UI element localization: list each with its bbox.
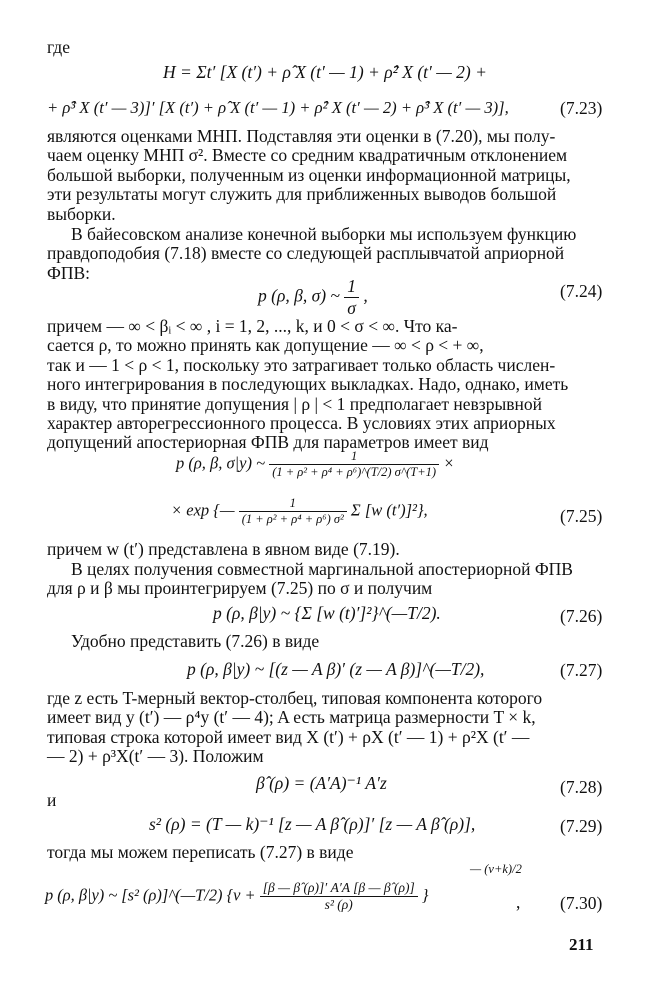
fraction-denominator: s² (ρ): [324, 897, 353, 912]
equation-number-7-26: (7.26): [560, 606, 603, 626]
equation-comma: ,: [363, 285, 368, 306]
fraction-numerator: 1: [239, 496, 347, 512]
equation-7-28: β̂ (ρ) = (A′A)⁻¹ A′z: [256, 773, 387, 793]
fraction: [344, 276, 359, 319]
equation-number-7-25: (7.25): [560, 506, 603, 526]
fraction-denominator: (1 + ρ² + ρ⁴ + ρ⁶) σ²: [241, 512, 344, 526]
paragraph-line: так и — 1 < ρ < 1, поскольку это затрагивает только область числен-: [47, 354, 556, 375]
paragraph-line: В байесовском анализе конечной выборки мы используем функцию: [71, 224, 577, 244]
equation-lhs: p (ρ, β|y) ~ [s² (ρ)]^(—T/2) {ν +: [45, 885, 256, 905]
sum-term: Σ [w (t′)]²},: [350, 500, 428, 520]
fraction: [239, 496, 347, 527]
equation-number-7-24: (7.24): [560, 281, 603, 301]
paragraph-4: причем w (t′) представлена в явном виде (7.19).: [47, 539, 400, 559]
equation-number-7-28: (7.28): [560, 777, 603, 797]
intro-word: где: [47, 37, 70, 57]
paragraph-line: ного интегрирования в последующих выкладках. Надо, однако, иметь: [47, 374, 569, 395]
paragraph-line: сается ρ, то можно принять как допущение — ∞ < ρ < + ∞,: [47, 335, 484, 356]
equation-7-27: p (ρ, β|y) ~ [(z — A β)′ (z — A β)]^(—T/2),: [187, 659, 485, 679]
fraction-denominator: σ: [347, 298, 356, 318]
equation-7-25-line-2: [171, 496, 428, 527]
paragraph-line: — 2) + ρ³X(t′ — 3). Положим: [47, 746, 264, 767]
paragraph-1: [47, 127, 603, 224]
paragraph-line: правдоподобия (7.18) вместе со следующей расплывчатой априорной: [47, 243, 565, 264]
fraction-numerator: [β — β̂ (ρ)]′ A′A [β — β̂ (ρ)]: [260, 880, 418, 897]
equation-7-23-line-2: + ρ̂³ X (t′ — 3)]′ [X (t′) + ρ̂ X (t′ — 1) + ρ̂² X (t′ — 2) + ρ̂³ X (t′ — 3)],: [47, 98, 509, 117]
equation-lhs: p (ρ, β, σ|y) ~: [176, 453, 266, 473]
equation-lhs: p (ρ, β, σ) ~: [258, 285, 340, 306]
paragraph-line: выборки.: [47, 203, 116, 224]
paragraph-2: [47, 225, 603, 283]
equation-7-25-line-1: [176, 449, 454, 480]
paragraph-line: типовая строка которой имеет вид X (t′) + ρX (t′ — 1) + ρ²X (t′ —: [47, 726, 530, 747]
paragraph-line: ФПВ:: [47, 262, 90, 283]
paragraph-line: причем — ∞ < βᵢ < ∞ , i = 1, 2, ..., k, и 0 < σ < ∞. Что ка-: [47, 316, 458, 336]
paragraph-line: большой выборки, полученным из оценки информационной матрицы,: [47, 164, 571, 185]
paragraph-line: В целях получения совместной маргинальной апостериорной ФПВ: [71, 559, 573, 579]
equation-7-24: [258, 276, 368, 319]
paragraph-3: [47, 317, 603, 453]
fraction: [260, 880, 418, 913]
paragraph-line: в виду, что принятие допущения | ρ | < 1 предполагает невзрывной: [47, 393, 542, 414]
paragraph-line: где z есть T-мерный вектор-столбец, типовая компонента которого: [47, 688, 543, 708]
paragraph-8: тогда мы можем переписать (7.27) в виде: [47, 842, 354, 862]
equation-7-29: s² (ρ) = (T — k)⁻¹ [z — A β̂ (ρ)]′ [z — A β̂ (ρ)],: [149, 814, 476, 834]
paragraph-5: [47, 560, 603, 599]
fraction: [269, 449, 439, 480]
paragraph-line: допущений апостериорная ФПВ для параметров имеет вид: [47, 432, 489, 453]
paragraph-7: [47, 689, 603, 767]
times-sign: ×: [443, 453, 455, 473]
equation-number-7-29: (7.29): [560, 816, 603, 836]
equation-number-7-27: (7.27): [560, 660, 603, 680]
equation-comma: ,: [516, 892, 521, 912]
equation-number-7-23: (7.23): [560, 98, 603, 118]
paragraph-line: чаем оценку МНП σ². Вместе со средним квадратичным отклонением: [47, 145, 568, 166]
equation-7-23-line-1: H = Σt′ [X (t′) + ρ̂ X (t′ — 1) + ρ̂² X (t′ — 2) +: [163, 62, 487, 82]
paragraph-line: являются оценками МНП. Подставляя эти оценки в (7.20), мы полу-: [47, 126, 556, 146]
equation-7-30-exponent: — (ν+k)/2: [470, 862, 522, 876]
paragraph-line: для ρ и β мы проинтегрируем (7.25) по σ и получим: [47, 578, 433, 599]
fraction-numerator: 1: [344, 276, 359, 298]
exp-prefix: × exp {—: [171, 500, 235, 520]
paragraph-line: эти результаты могут служить для приближенных выводов большой: [47, 184, 557, 205]
equation-7-26: p (ρ, β|y) ~ {Σ [w (t)′]²}^(—T/2).: [213, 603, 441, 623]
paragraph-6: Удобно представить (7.26) в виде: [71, 631, 320, 651]
page-number: 211: [569, 935, 594, 954]
closing-brace: }: [421, 885, 429, 905]
equation-7-30: [45, 880, 428, 913]
paragraph-line: имеет вид y (t′) — ρ⁴y (t′ — 4); A есть матрица размерности T × k,: [47, 707, 536, 728]
paragraph-line: характер авторегрессионного процесса. В условиях этих априорных: [47, 413, 556, 434]
fraction-numerator: 1: [269, 449, 439, 465]
conjunction: и: [47, 790, 57, 810]
equation-number-7-30: (7.30): [560, 893, 603, 913]
fraction-denominator: (1 + ρ² + ρ⁴ + ρ⁶)^(T/2) σ^(T+1): [272, 465, 437, 479]
